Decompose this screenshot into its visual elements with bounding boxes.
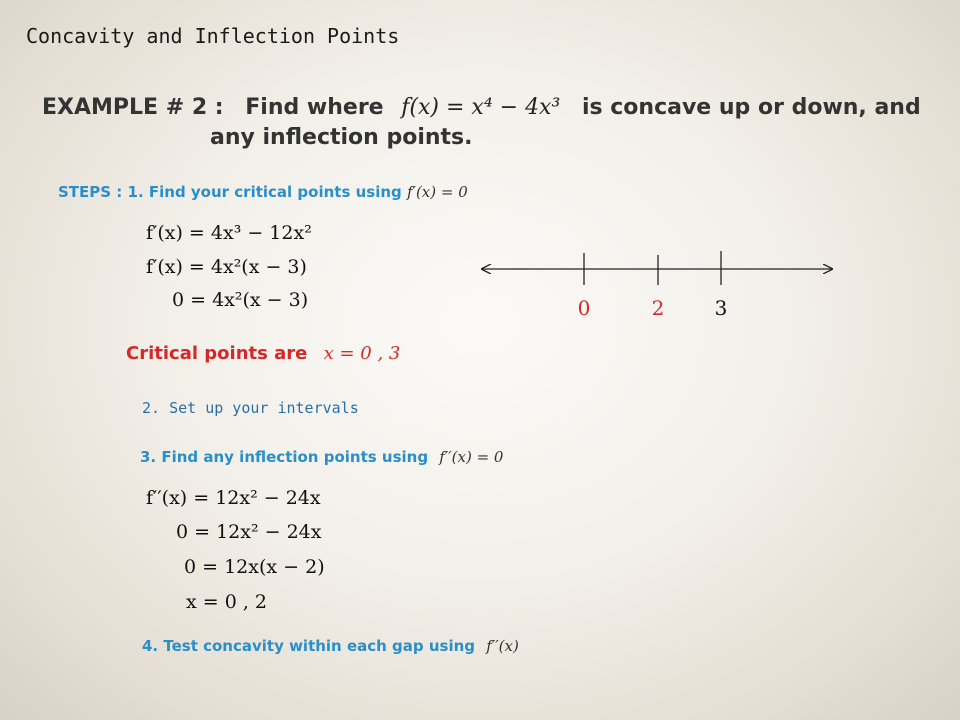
slide-title: Concavity and Inflection Points [26,24,400,48]
step2-heading: 2. Set up your intervals [142,399,359,417]
step3-heading [140,448,503,466]
step1-equation-2: f′(x) = 4x²(x − 3) [146,256,307,278]
step4-formula: f′′(x) [486,637,519,655]
step1-label: STEPS : 1. Find your critical points using [58,183,402,201]
step3-equation-4: x = 0 , 2 [186,591,268,613]
example-heading [42,95,921,120]
step1-formula: f′(x) = 0 [407,183,468,201]
tick-label-2: 2 [651,296,665,320]
step1-equation-1: f′(x) = 4x³ − 12x² [146,222,312,244]
step3-equation-1: f′′(x) = 12x² − 24x [146,487,321,509]
step3-equation-2: 0 = 12x² − 24x [176,521,322,543]
step4-label: 4. Test concavity within each gap using [142,637,476,655]
example-label: EXAMPLE # 2 : [42,95,224,120]
step4-heading [142,637,519,655]
step1-heading [58,183,468,201]
number-line [478,245,838,325]
step3-formula: f′′(x) = 0 [439,448,504,466]
step1-equation-3: 0 = 4x²(x − 3) [172,289,309,311]
example-text-concave: is concave up or down, and [581,95,921,120]
tick-label-0: 0 [577,296,591,320]
critical-points [126,343,400,364]
example-function: f(x) = x⁴ − 4x³ [401,95,561,120]
example-text-find: Find where [245,95,384,120]
critical-points-values: x = 0 , 3 [323,343,401,364]
example-heading-line2: any inflection points. [210,125,473,150]
step3-label: 3. Find any inflection points using [140,448,429,466]
critical-points-label: Critical points are [126,343,308,364]
tick-label-3: 3 [714,296,728,320]
step3-equation-3: 0 = 12x(x − 2) [184,556,325,578]
